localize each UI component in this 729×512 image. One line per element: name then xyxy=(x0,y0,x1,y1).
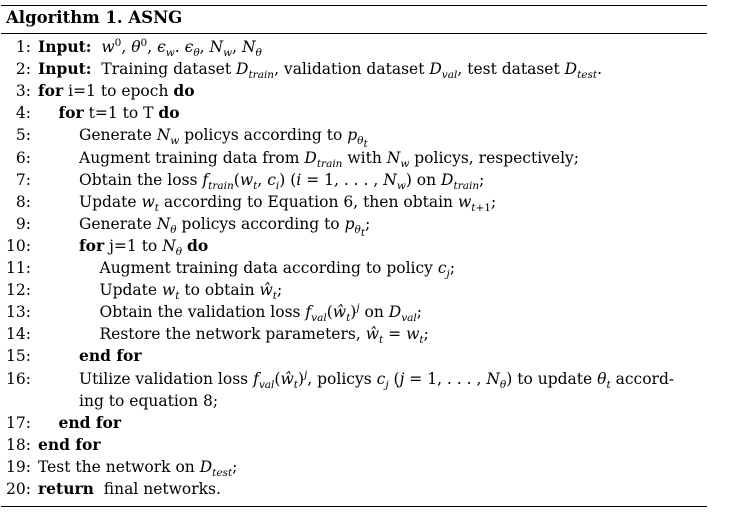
line-number: 1: xyxy=(15,38,31,56)
line-text: Update $w_t$ according to Equation 6, then obtain $w_{t+1}$; xyxy=(79,192,497,214)
line-text: Obtain the loss $f_{train}(w_t$, $c_i$) (i = 1, . . . , $N_w$) on $D_{train}$; xyxy=(79,170,485,192)
line-number: 12: xyxy=(6,281,31,300)
line-number: 14: xyxy=(6,325,31,344)
line-number: 11: xyxy=(6,259,31,277)
line-text: Obtain the validation loss $f_{val}(ŵ_t)^j$ on $D_{val}$; xyxy=(99,302,423,325)
line-text: Test the network on $D_{test}$; xyxy=(38,457,238,479)
line-text: for i=1 to epoch do xyxy=(38,81,195,101)
line-number: 4: xyxy=(15,104,31,123)
line-text: Input: Training dataset $D_{train}$, validation dataset $D_{val}$, test dataset $D_{test}$. xyxy=(38,59,603,82)
line-text: for t=1 to T do xyxy=(58,103,180,123)
line-text: ing to equation 8; xyxy=(79,391,219,410)
line-text: Utilize validation loss $f_{val}(ŵ_t)^j$, policys $c_j$ (j = 1, . . . , $N_\theta$) to update $\theta_t$ accord- xyxy=(79,368,675,391)
line-number: 20: xyxy=(6,480,31,498)
line-number: 9: xyxy=(15,214,31,233)
top-rule xyxy=(1,5,707,6)
line-text: Augment training data from $D_{train}$ with $N_w$ policys, respectively; xyxy=(79,148,580,170)
line-number: 10: xyxy=(6,236,31,255)
line-number: 3: xyxy=(15,82,31,101)
line-number: 17: xyxy=(6,413,31,432)
line-text: Generate $N_w$ policys according to $p_{\theta_t}$ xyxy=(79,126,368,151)
line-text: Augment training data according to policy $c_j$; xyxy=(99,259,456,281)
line-text: end for xyxy=(79,346,142,366)
line-text: Restore the network parameters, $ŵ_t = w_t$; xyxy=(99,325,429,347)
line-number: 6: xyxy=(15,148,31,167)
line-number: 15: xyxy=(6,347,31,366)
line-text: end for xyxy=(58,412,122,432)
line-number: 13: xyxy=(6,303,31,322)
bottom-rule xyxy=(1,506,707,507)
line-text: end for xyxy=(38,434,101,454)
line-number: 8: xyxy=(15,192,31,211)
line-number: 18: xyxy=(6,435,31,454)
line-number: 7: xyxy=(15,170,31,189)
line-number: 2: xyxy=(15,60,31,79)
line-number: 5: xyxy=(15,126,31,145)
line-text: Generate $N_\theta$ policys according to $p_{\theta_t}$; xyxy=(79,214,371,239)
line-number: 16: xyxy=(6,369,31,388)
line-text: return final networks. xyxy=(38,479,221,498)
line-number: 19: xyxy=(6,457,31,476)
algorithm-title: Algorithm 1. ASNG xyxy=(6,8,183,27)
line-text: Update $w_t$ to obtain $ŵ_t$; xyxy=(99,281,283,303)
line-text: for j=1 to $N_\theta$ do xyxy=(79,235,209,258)
title-rule xyxy=(1,33,707,34)
line-text: Input: $w^0$, $\theta^0$, $\epsilon_w$. $\epsilon_\theta$, $N_w$, $N_\theta$ xyxy=(38,36,262,60)
